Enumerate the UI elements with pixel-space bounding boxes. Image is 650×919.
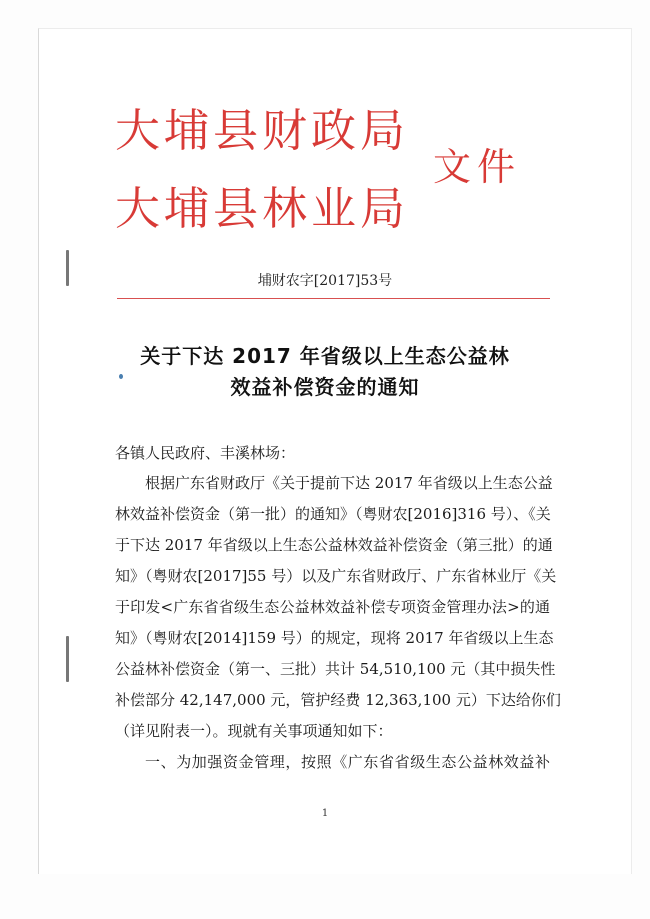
body-line: 一、为加强资金管理，按照《广东省省级生态公益林效益补 [145,753,550,771]
body-line: 公益林补偿资金（第一、三批）共计 54,510,100 元（其中损失性 [115,660,556,678]
staple-bottom [66,636,69,682]
body-line: 补偿部分 42,147,000 元，管护经费 12,363,100 元）下达给你们 [115,691,561,709]
body-line: 于下达 2017 年省级以上生态公益林效益补偿资金（第三批）的通 [115,536,553,554]
notice-title-line-2: 效益补偿资金的通知 [230,375,420,399]
body-line: 知》（粤财农[2017]55 号）以及广东省财政厅、广东省林业厅《关 [115,567,557,585]
header-red-rule [117,298,550,299]
page-number: 1 [321,808,329,819]
body-line: 林效益补偿资金（第一批）的通知》（粤财农[2016]316 号）、《关 [115,505,551,523]
body-line: 根据广东省财政厅《关于提前下达 2017 年省级以上生态公益 [145,474,553,492]
document-type: 文件 [433,145,522,189]
issuing-org-finance: 大埔县财政局 [115,104,410,157]
body-line: （详见附表一）。现就有关事项通知如下： [115,722,393,740]
salutation: 各镇人民政府、丰溪林场： [115,444,296,462]
issuing-org-forestry: 大埔县林业局 [115,182,410,235]
document-number: 埔财农字[2017]53号 [257,273,393,289]
body-line: 于印发<广东省省级生态公益林效益补偿专项资金管理办法>的通 [115,598,550,616]
body-line: 知》（粤财农[2014]159 号）的规定，现将 2017 年省级以上生态 [115,629,554,647]
notice-title-line-1: 关于下达 2017 年省级以上生态公益林 [140,344,510,368]
